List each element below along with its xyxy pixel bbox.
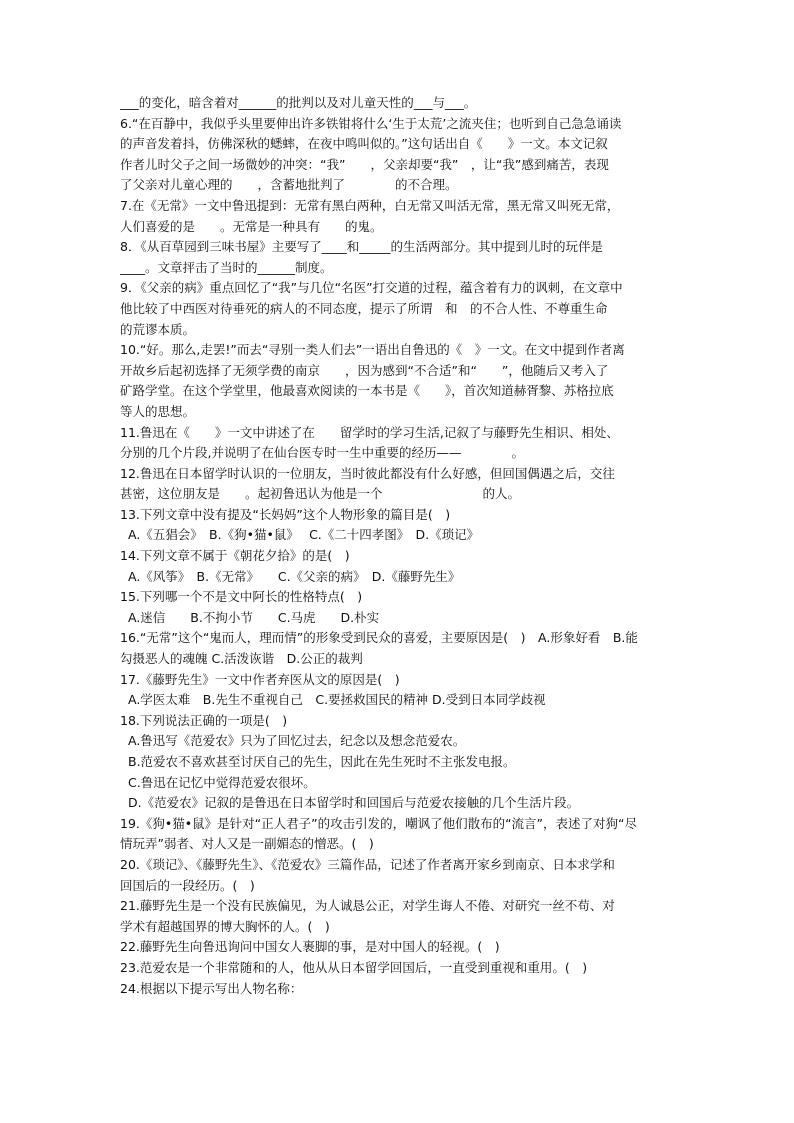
text-line: 8．《从百草园到三味书屋》主要写了____和_____的生活两部分。其中提到儿时的玩伴是 bbox=[120, 239, 603, 255]
text-line: 甚密，这位朋友是 。起初鲁迅认为他是一个 的人。 bbox=[120, 486, 521, 502]
options-line: A.《五猖会》 B.《狗•猫•鼠》 C.《二十四孝图》 D.《琐记》 bbox=[128, 527, 480, 543]
text-line: 矿路学堂。在这个学堂里，他最喜欢阅读的一本书是《 》，首次知道赫胥黎、苏格拉底 bbox=[120, 383, 614, 399]
text-line: ____。文章抨击了当时的______制度。 bbox=[120, 259, 333, 275]
question-line: 回国后的一段经历。( ) bbox=[120, 877, 255, 893]
question-line: 20.《琐记》、《藤野先生》、《范爱农》三篇作品，记述了作者离开家乡到南京、日本求学和 bbox=[120, 856, 615, 872]
question-line: 22.藤野先生向鲁迅询问中国女人裹脚的事，是对中国人的轻视。( ) bbox=[120, 939, 500, 955]
options-line: A.《风筝》 B.《无常》 C.《父亲的病》 D.《藤野先生》 bbox=[128, 568, 461, 584]
question-line: 13.下列文章中没有提及“长妈妈”这个人物形象的篇目是( ) bbox=[120, 506, 451, 522]
text-line: 人们喜爱的是 。无常是一种具有 的鬼。 bbox=[120, 218, 383, 234]
option-line: C.鲁迅在记忆中觉得范爱农很坏。 bbox=[128, 774, 316, 790]
text-line: 等人的思想。 bbox=[120, 403, 196, 419]
question-line: 14.下列文章不属于《朝花夕拾》的是( ) bbox=[120, 548, 350, 564]
text-line: 的声音发着抖，仿佛深秋的蟋蟀，在夜中鸣叫似的。”这句话出自《 》一文。本文记叙 bbox=[120, 136, 608, 152]
question-line: 学术有超越国界的博大胸怀的人。( ) bbox=[120, 918, 330, 934]
option-line: A.鲁迅写《范爱农》只为了回忆过去，纪念以及想念范爱农。 bbox=[128, 733, 466, 749]
question-line: 16.“无常”这个“鬼而人，理而情”的形象受到民众的喜爱，主要原因是( ) A.形象好看 B.能 bbox=[120, 630, 638, 646]
option-line: B.范爱农不喜欢甚至讨厌自己的先生，因此在先生死时不主张发电报。 bbox=[128, 754, 516, 769]
question-line: 23.范爱农是一个非常随和的人，他从从日本留学回国后，一直受到重视和重用。( ) bbox=[120, 959, 588, 975]
text-line: 11.鲁迅在《 》一文中讲述了在 留学时的学习生活,记叙了与藤野先生相识、相处、 bbox=[120, 424, 619, 440]
question-line: 21.藤野先生是一个没有民族偏见，为人诚恳公正，对学生诲人不倦、对研究一丝不苟、对 bbox=[120, 898, 615, 914]
question-line: 情玩弄”弱者、对人又是一副媚态的憎恶。( ) bbox=[120, 836, 374, 852]
options-line: 勾摄恶人的魂魄 C.活泼诙谐 D.公正的裁判 bbox=[120, 651, 363, 667]
question-line: 19.《狗•猫•鼠》是针对“正人君子”的攻击引发的，嘲讽了他们散布的“流言”，表述了对狗“尽 bbox=[120, 815, 638, 831]
options-line: A.迷信 B.不拘小节 C.马虎 D.朴实 bbox=[128, 609, 380, 625]
text-line: 10.“好。那么,走罢!”而去“寻别一类人们去”一语出自鲁迅的《 》一文。在文中提到作者离 bbox=[120, 342, 625, 358]
text-line: 分别的几个片段,并说明了在仙台医专时一生中重要的经历—— 。 bbox=[120, 445, 524, 461]
text-line: 7.在《无常》一文中鲁迅提到：无常有黑白两种，白无常又叫活无常，黑无常又叫死无常， bbox=[120, 197, 620, 213]
question-line: 17.《藤野先生》一文中作者弃医从文的原因是( ) bbox=[120, 671, 400, 687]
text-line: 了父亲对儿童心理的 ，含蓄地批判了 的不合理。 bbox=[120, 177, 458, 193]
text-line: 开故乡后起初选择了无须学费的南京 ，因为感到“不合适”和“ ”，他随后又考入了 bbox=[120, 362, 609, 378]
text-line: 9．《父亲的病》重点回忆了“我”与几位“名医”打交道的过程，蕴含着有力的讽刺，在文章中 bbox=[120, 280, 623, 296]
text-line: 的荒谬本质。 bbox=[120, 321, 196, 337]
question-line: 15.下列哪一个不是文中阿长的性格特点( ) bbox=[120, 589, 363, 605]
text-line: 12.鲁迅在日本留学时认识的一位朋友，当时彼此都没有什么好感，但回国偶遇之后，交往 bbox=[120, 465, 615, 481]
text-line: ___的变化，暗含着对______的批判以及对儿童天性的___与___。 bbox=[120, 95, 477, 110]
option-line: D.《范爱农》记叙的是鲁迅在日本留学时和回国后与范爱农接触的几个生活片段。 bbox=[128, 795, 580, 811]
question-line: 18.下列说法正确的一项是( ) bbox=[120, 712, 288, 728]
question-line: 24.根据以下提示写出人物名称： bbox=[120, 980, 303, 996]
text-line: 他比较了中西医对待垂死的病人的不同态度，提示了所谓 和 的不合人性、不尊重生命 bbox=[120, 300, 608, 316]
text-line: 作者儿时父子之间一场微妙的冲突：“我” ，父亲却要“我” ，让“我”感到痛苦，表现 bbox=[120, 156, 609, 172]
options-line: A.学医太难 B.先生不重视自己 C.要拯救国民的精神 D.受到日本同学歧视 bbox=[128, 692, 546, 708]
text-line: 6.“在百静中，我似乎头里要伸出许多铁钳将什么‘生于太荒’之流夹住；也听到自己急急诵读 bbox=[120, 115, 622, 131]
